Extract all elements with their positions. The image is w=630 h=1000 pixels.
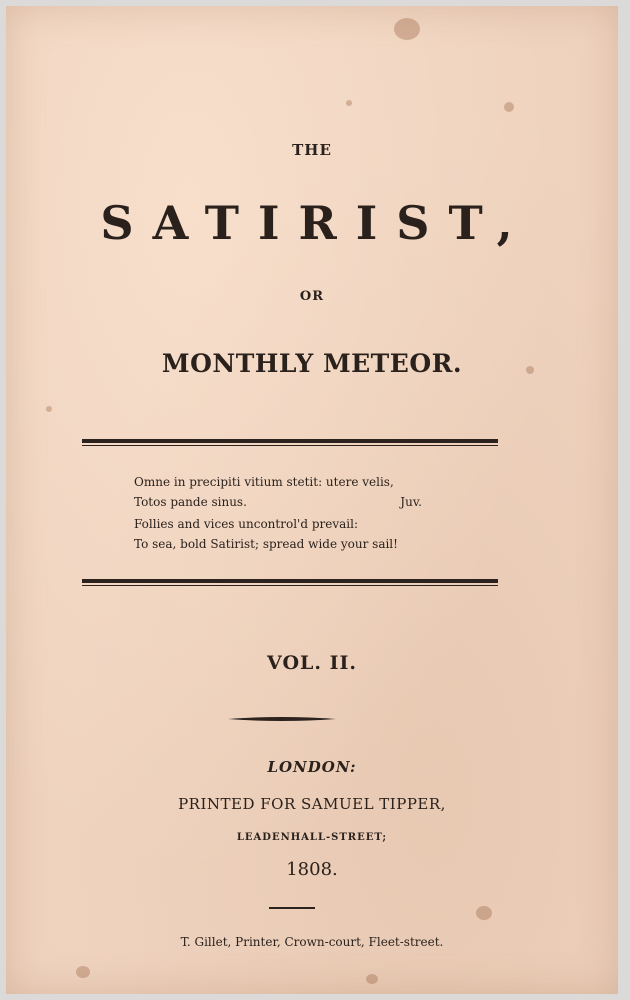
foxing-spot <box>76 966 90 978</box>
rule-thick-line <box>82 579 498 583</box>
epigraph-text: To sea, bold Satirist; spread wide your sail! <box>134 537 398 551</box>
article-the: THE <box>292 141 332 159</box>
epigraph-latin-line-2 <box>134 492 434 512</box>
imprint-year: 1808. <box>286 859 338 880</box>
volume-number: VOL. II. <box>267 652 357 674</box>
epigraph-english-line-1 <box>134 514 434 534</box>
rule-thin-line <box>82 445 498 446</box>
epigraph-attribution: Juv. <box>400 495 422 509</box>
epigraph-text: Follies and vices uncontrol'd prevail: <box>134 517 358 531</box>
foxing-spot <box>46 406 52 412</box>
foxing-spot <box>504 102 514 112</box>
subtitle: MONTHLY METEOR. <box>161 349 463 378</box>
imprint-place: LONDON: <box>267 758 357 776</box>
epigraph <box>134 472 434 554</box>
rule-thin-line <box>82 585 498 586</box>
double-rule-top <box>82 439 498 446</box>
short-rule <box>269 907 315 909</box>
foxing-spot <box>394 18 420 40</box>
rule-thick-line <box>82 439 498 443</box>
epigraph-text: Totos pande sinus. <box>134 495 247 509</box>
imprint-street: LEADENHALL-STREET; <box>236 832 388 843</box>
main-title: SATIRIST, <box>100 196 532 250</box>
foxing-spot <box>346 100 352 106</box>
epigraph-text: Omne in precipiti vitium stetit: utere velis, <box>134 475 394 489</box>
conjunction-or: OR <box>299 289 325 304</box>
epigraph-english-line-2 <box>134 534 434 554</box>
title-page <box>6 6 618 994</box>
foxing-spot <box>476 906 492 920</box>
printer-colophon: T. Gillet, Printer, Crown-court, Fleet-street. <box>180 935 444 949</box>
double-rule-bottom <box>82 579 498 586</box>
ornamental-rule <box>228 715 336 723</box>
imprint-publisher: PRINTED FOR SAMUEL TIPPER, <box>178 795 446 813</box>
foxing-spot <box>366 974 378 984</box>
epigraph-latin-line-1 <box>134 472 434 492</box>
